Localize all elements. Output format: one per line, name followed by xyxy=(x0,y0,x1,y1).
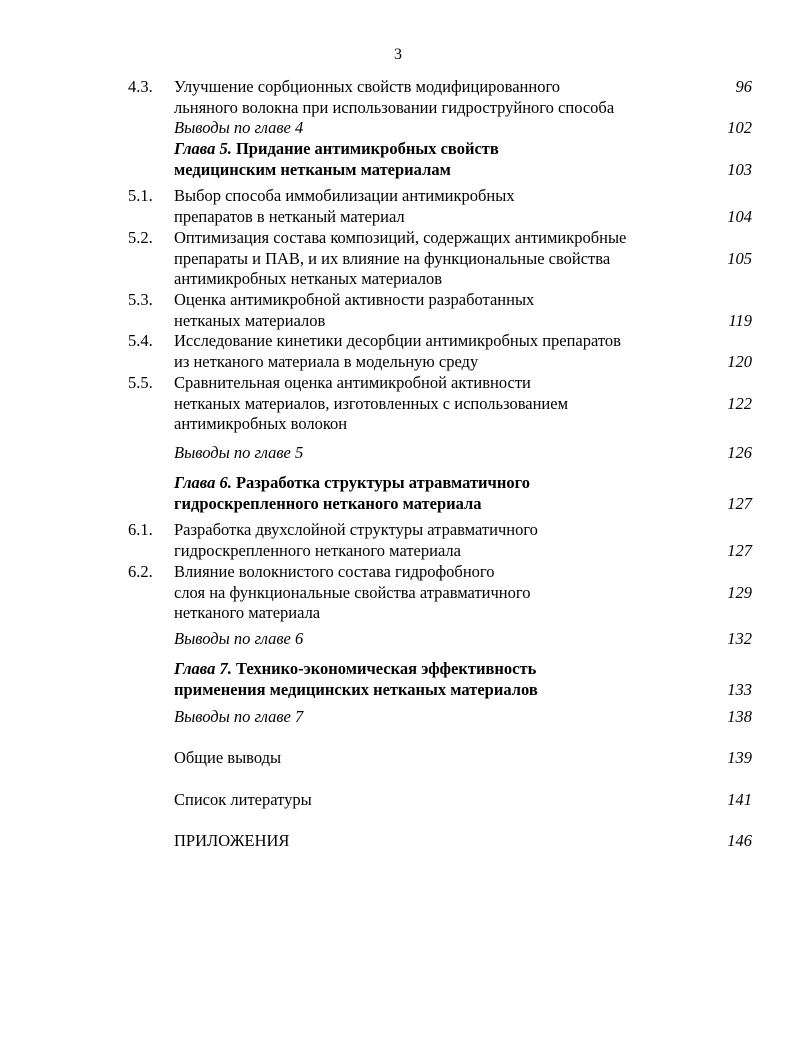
page-reference: 105 xyxy=(727,249,752,268)
section-title xyxy=(174,77,694,118)
title-line: антимикробных волокон xyxy=(174,414,348,434)
section-title xyxy=(174,629,694,650)
page-reference: 132 xyxy=(727,629,752,648)
chapter-label: Глава 6. xyxy=(174,473,232,492)
title-line: гидроскрепленного нетканого материала xyxy=(174,493,482,513)
chapter-title-text: Разработка структуры атравматичного xyxy=(235,473,530,492)
chapter-label: Глава 5. xyxy=(174,139,232,158)
title-line: нетканого материала xyxy=(174,603,321,623)
section-title xyxy=(174,373,694,435)
section-title xyxy=(174,186,694,227)
section-title xyxy=(174,790,694,811)
page-reference: 120 xyxy=(727,352,752,371)
title-line: нетканых материалов, изготовленных с использованием xyxy=(174,393,569,413)
section-title xyxy=(174,290,694,331)
title-line: льняного волокна при использовании гидроструйного способа xyxy=(174,97,615,117)
section-number: 6.2. xyxy=(128,562,153,581)
title-line: Сравнительная оценка антимикробной активности xyxy=(174,373,531,392)
title-line: из нетканого материала в модельную среду xyxy=(174,351,479,371)
title-line: Выводы по главе 4 xyxy=(174,118,304,137)
section-number: 5.5. xyxy=(128,373,153,392)
section-title xyxy=(174,562,694,624)
title-line xyxy=(174,139,694,160)
title-line: Выводы по главе 6 xyxy=(174,629,304,648)
page-reference: 133 xyxy=(727,680,752,699)
section-title xyxy=(174,331,694,372)
chapter-title xyxy=(174,659,694,700)
title-line: Разработка двухслойной структуры атравматичного xyxy=(174,520,538,539)
title-line: Оптимизация состава композиций, содержащих антимикробные xyxy=(174,228,627,247)
title-line: Выбор способа иммобилизации антимикробных xyxy=(174,186,515,205)
section-title xyxy=(174,228,694,290)
section-number: 5.2. xyxy=(128,228,153,247)
chapter-title xyxy=(174,473,694,514)
title-line: слоя на функциональные свойства атравматичного xyxy=(174,582,531,602)
chapter-title-text: Технико-экономическая эффективность xyxy=(235,659,537,678)
title-line: Выводы по главе 5 xyxy=(174,443,304,462)
section-title xyxy=(174,443,694,464)
title-line: Исследование кинетики десорбции антимикробных препаратов xyxy=(174,331,621,350)
section-title xyxy=(174,520,694,561)
title-line: Улучшение сорбционных свойств модифицированного xyxy=(174,77,561,96)
section-number: 4.3. xyxy=(128,77,153,96)
page-number: 3 xyxy=(394,46,402,63)
section-number: 5.3. xyxy=(128,290,153,309)
title-line: ПРИЛОЖЕНИЯ xyxy=(174,831,290,850)
page-reference: 103 xyxy=(727,160,752,179)
page-reference: 96 xyxy=(735,77,752,96)
section-title xyxy=(174,748,694,769)
page-reference: 127 xyxy=(727,494,752,513)
page-reference: 127 xyxy=(727,541,752,560)
title-line: применения медицинских нетканых материалов xyxy=(174,679,538,699)
chapter-title-text: Придание антимикробных свойств xyxy=(235,139,499,158)
title-line: Общие выводы xyxy=(174,748,282,767)
page-reference: 104 xyxy=(727,207,752,226)
title-line: препаратов в нетканый материал xyxy=(174,206,405,226)
section-title xyxy=(174,118,694,139)
title-line: препараты и ПАВ, и их влияние на функциональные свойства xyxy=(174,248,611,268)
title-line: Влияние волокнистого состава гидрофобного xyxy=(174,562,495,581)
section-title xyxy=(174,707,694,728)
page-reference: 129 xyxy=(727,583,752,602)
title-line: нетканых материалов xyxy=(174,310,326,330)
title-line: Список литературы xyxy=(174,790,312,809)
chapter-title xyxy=(174,139,694,180)
section-number: 5.1. xyxy=(128,186,153,205)
title-line: Оценка антимикробной активности разработанных xyxy=(174,290,535,309)
page-reference: 141 xyxy=(727,790,752,809)
page-reference: 146 xyxy=(727,831,752,850)
page-reference: 139 xyxy=(727,748,752,767)
section-title xyxy=(174,831,694,852)
page-reference: 102 xyxy=(727,118,752,137)
section-number: 5.4. xyxy=(128,331,153,350)
title-line xyxy=(174,473,694,494)
title-line: Выводы по главе 7 xyxy=(174,707,304,726)
section-number: 6.1. xyxy=(128,520,153,539)
title-line: гидроскрепленного нетканого материала xyxy=(174,540,461,560)
title-line: медицинским нетканым материалам xyxy=(174,159,451,179)
page-reference: 138 xyxy=(727,707,752,726)
page-reference: 126 xyxy=(727,443,752,462)
title-line xyxy=(174,659,694,680)
page-reference: 119 xyxy=(728,311,752,330)
chapter-label: Глава 7. xyxy=(174,659,232,678)
page-reference: 122 xyxy=(727,394,752,413)
title-line: антимикробных нетканых материалов xyxy=(174,269,442,289)
